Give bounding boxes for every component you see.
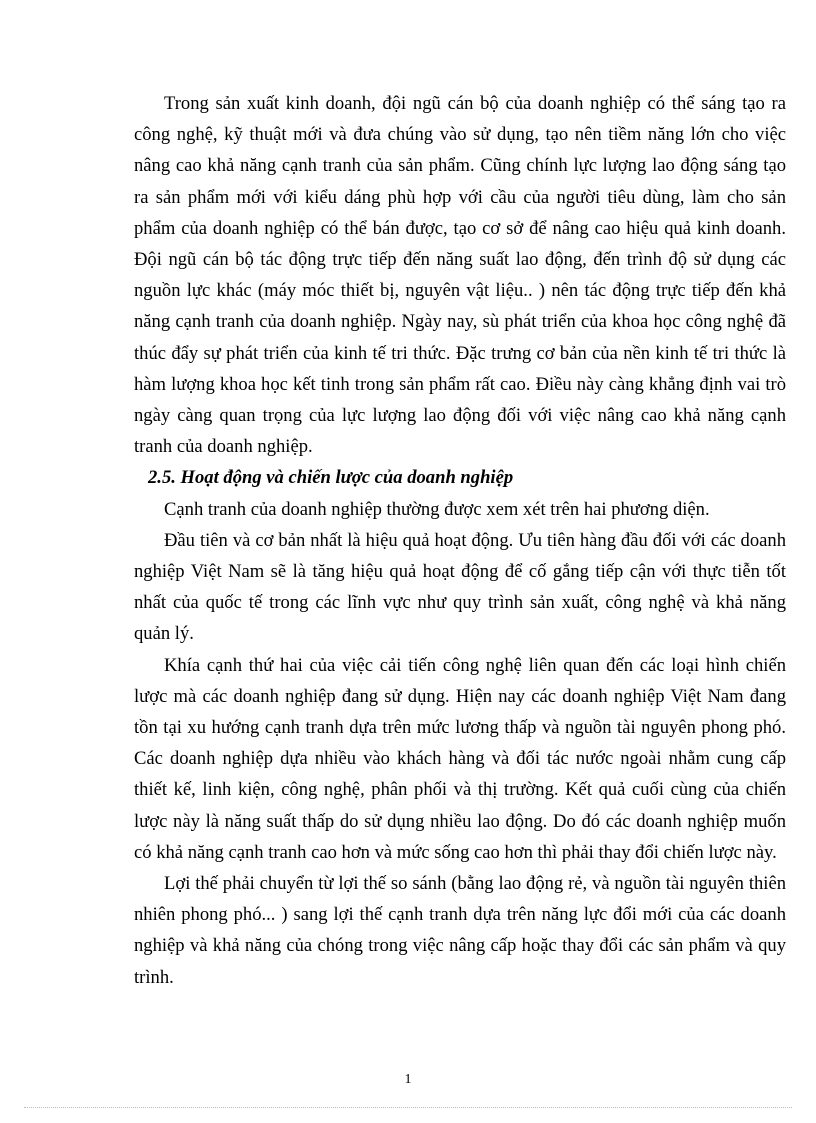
page-number: 1 xyxy=(404,1072,412,1087)
document-page xyxy=(134,88,786,993)
body-paragraph: Đầu tiên và cơ bản nhất là hiệu quả hoạt động. Ưu tiên hàng đầu đối với các doanh nghiệp Việt Nam sẽ là tăng hiệu quả hoạt động để cố gắng tiếp cận với thực tiễn tốt nhất của quốc tế trong các lĩnh vực như quy trình sản xuất, công nghệ và khả năng quản lý. xyxy=(134,529,786,645)
body-paragraph: Lợi thế phải chuyển từ lợi thế so sánh (bằng lao động rẻ, và nguồn tài nguyên thiên nhiên phong phó... ) sang lợi thế cạnh tranh dựa trên năng lực đổi mới của các doanh nghiệp và khả năng của chóng trong việc nâng cấp hoặc thay đổi các sản phẩm và quy trình. xyxy=(134,873,786,988)
section-heading: 2.5. Hoạt động và chiến lược của doanh nghiệp xyxy=(148,467,514,489)
body-paragraph: Trong sản xuất kinh doanh, đội ngũ cán bộ của doanh nghiệp có thể sáng tạo ra công nghệ, kỹ thuật mới và đưa chúng vào sử dụng, tạo nên tiềm năng lớn cho việc nâng cao khả năng cạnh tranh của sản phẩm. Cũng chính lực lượng lao động sáng tạo ra sản phẩm mới với kiểu dáng phù hợp với cầu của người tiêu dùng, làm cho sản phẩm của doanh nghiệp có thể bán được, tạo cơ sở để nâng cao hiệu quả kinh doanh. Đội ngũ cán bộ tác động trực tiếp đến năng suất lao động, đến trình độ sử dụng các nguồn lực khác (máy móc thiết bị, nguyên vật liệu.. ) nên tác động trực tiếp đến khả năng cạnh tranh của doanh nghiệp. Ngày nay, sù phát triển của khoa học công nghệ đã thúc đẩy sự phát triển của kinh tế tri thức. Đặc trưng cơ bản của nền kinh tế tri thức là hàm lượng khoa học kết tinh trong sản phẩm rất cao. Điều này càng khẳng định vai trò ngày càng quan trọng của lực lượng lao động đối với việc nâng cao khả năng cạnh tranh của doanh nghiệp. xyxy=(134,93,786,458)
body-paragraph: Cạnh tranh của doanh nghiệp thường được xem xét trên hai phương diện. xyxy=(164,498,710,520)
footer-divider xyxy=(24,1107,792,1108)
body-paragraph: Khía cạnh thứ hai của việc cải tiến công nghệ liên quan đến các loại hình chiến lược mà các doanh nghiệp đang sử dụng. Hiện nay các doanh nghiệp Việt Nam đang tồn tại xu hướng cạnh tranh dựa trên mức lương thấp và nguồn tài nguyên phong phó. Các doanh nghiệp dựa nhiều vào khách hàng và đối tác nước ngoài nhằm cung cấp thiết kế, linh kiện, công nghệ, phân phối và thị trường. Kết quả cuối cùng của chiến lược này là năng suất thấp do sử dụng nhiều lao động. Do đó các doanh nghiệp muốn có khả năng cạnh tranh cao hơn và mức sống cao hơn thì phải thay đổi chiến lược này. xyxy=(134,654,786,863)
